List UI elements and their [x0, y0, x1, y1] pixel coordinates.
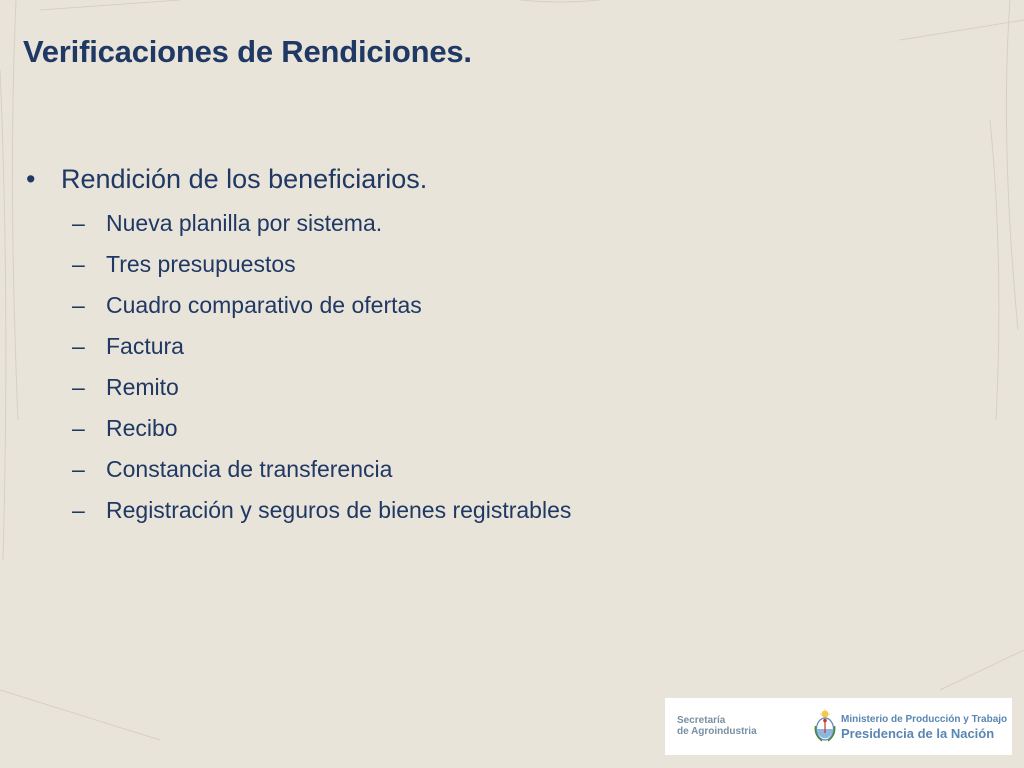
dash-marker: –	[72, 251, 85, 277]
sub-bullet-item	[26, 408, 926, 449]
sub-bullet-text: Tres presupuestos	[106, 251, 296, 277]
bullet-item	[26, 160, 926, 198]
ministerio-logo	[841, 714, 1007, 741]
secretaria-logo	[677, 715, 757, 737]
sub-bullet-text: Recibo	[106, 415, 178, 441]
sub-bullet-text: Factura	[106, 333, 184, 359]
ministerio-line2: Presidencia de la Nación	[841, 726, 995, 741]
sub-bullet-item	[26, 326, 926, 367]
sub-bullet-item	[26, 203, 926, 244]
sub-bullet-item	[26, 367, 926, 408]
sub-bullet-text: Cuadro comparativo de ofertas	[106, 292, 422, 318]
dash-marker: –	[72, 210, 85, 236]
sub-bullet-text: Registración y seguros de bienes registrables	[106, 497, 572, 523]
secretaria-line1: Secretaría	[677, 715, 726, 726]
sub-bullet-item	[26, 490, 926, 531]
sub-bullet-text: Nueva planilla por sistema.	[106, 210, 383, 236]
dash-marker: –	[72, 333, 85, 359]
dash-marker: –	[72, 374, 85, 400]
sub-bullet-text: Remito	[106, 374, 179, 400]
footer-logo-bar	[665, 698, 1012, 755]
bullet-list	[26, 160, 926, 531]
bullet-marker: •	[26, 164, 36, 194]
dash-marker: –	[72, 415, 85, 441]
slide-title: Verificaciones de Rendiciones.	[23, 34, 472, 69]
sub-bullet-item	[26, 244, 926, 285]
dash-marker: –	[72, 497, 85, 523]
ministerio-line1: Ministerio de Producción y Trabajo	[841, 714, 1008, 725]
secretaria-line2: de Agroindustria	[677, 726, 757, 737]
sub-bullet-item	[26, 285, 926, 326]
sub-bullet-item	[26, 449, 926, 490]
dash-marker: –	[72, 456, 85, 482]
sub-bullet-list	[26, 203, 926, 531]
dash-marker: –	[72, 292, 85, 318]
sub-bullet-text: Constancia de transferencia	[106, 456, 393, 482]
argentina-coat-of-arms-icon	[814, 709, 836, 743]
bullet-text: Rendición de los beneficiarios.	[61, 164, 428, 194]
